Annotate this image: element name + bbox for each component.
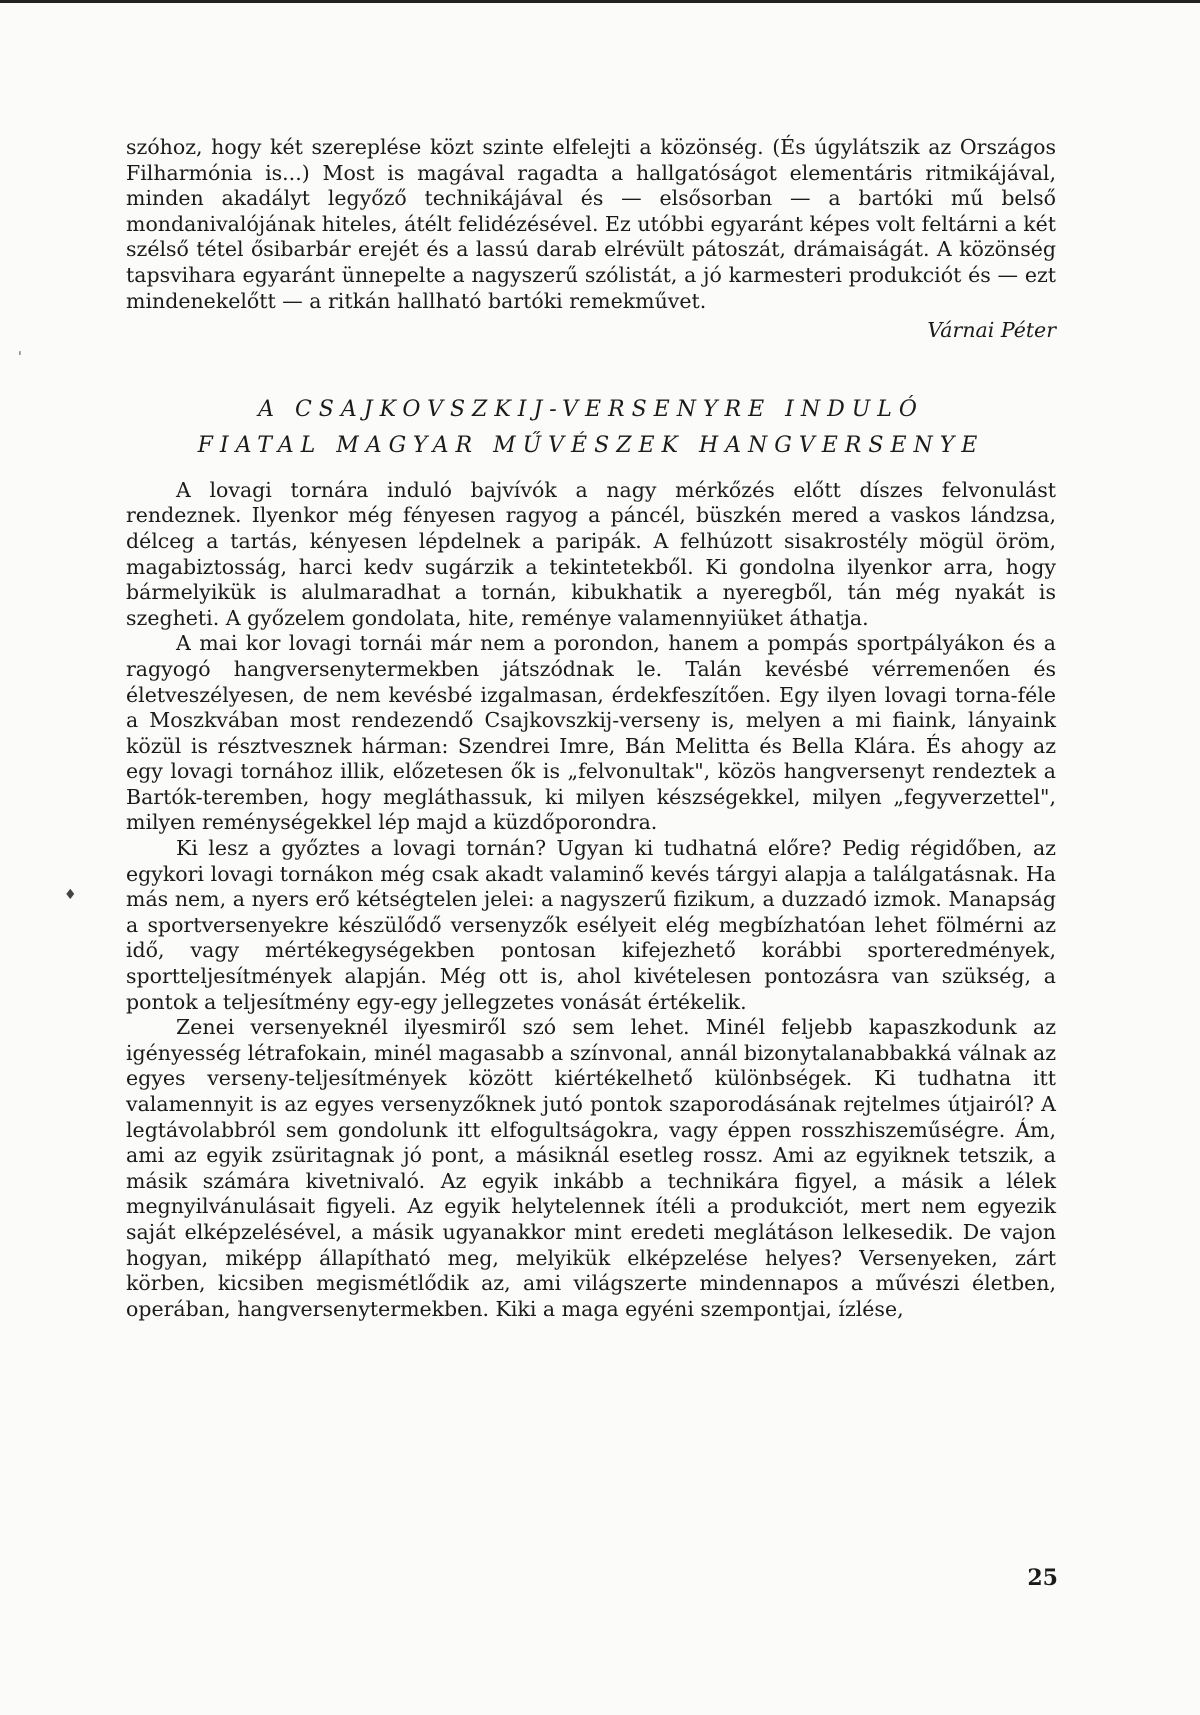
article-paragraph: A lovagi tornára induló bajvívók a nagy mérkőzés előtt díszes felvonulást rendeznek. Ilyenkor még fényesen ragyog a páncél, büszkén mered a vaskos lándzsa, délceg a tartás, kényesen lépdelnek a paripák. A felhúzott sisakrostély mögül öröm, magabiztosság, harci kedv sugárzik a tekintetekből. Ki gondolna ilyenkor arra, hogy bármelyikük is alulmaradhat a tornán, kibukhatik a nyeregből, tán még nyakát is szegheti. A győzelem gondolata, hite, reménye valamennyiüket áthatja. — [126, 477, 1056, 630]
page-content — [126, 135, 1056, 1322]
article-paragraph: Zenei versenyeknél ilyesmiről szó sem lehet. Minél feljebb kapaszkodunk az igényesség létrafokain, minél magasabb a színvonal, annál bizonytalanabbakká válnak az egyes verseny-teljesítmények között kiértékelhető különbségek. Ki tudhatna itt valamennyit is az egyes versenyzőknek jutó pontok szaporodásának rejtelmes útjairól? A legtávolabbról sem gondolunk itt elfogultságokra, vagy éppen rosszhiszeműségre. Ám, ami az egyik zsüritagnak jó pont, a másiknál esetleg rossz. Ami az egyiknek tetszik, a másik számára kivetnivaló. Az egyik inkább a technikára figyel, a másik a lélek megnyilvánulásait figyeli. Az egyik helytelennek ítéli a produkciót, mert nem egyezik saját elképzelésével, a másik ugyanakkor mint eredeti meglátáson lelkesedik. De vajon hogyan, miképp állapítható meg, melyikük elképzelése helyes? Versenyeken, zárt körben, kicsiben megismétlődik az, ami világszerte mindennapos a művészi életben, operában, hangversenytermekben. Kiki a maga egyéni szempontjai, ízlése, — [126, 1015, 1056, 1321]
article-title — [126, 392, 1056, 464]
article-paragraph: A mai kor lovagi tornái már nem a porondon, hanem a pompás sportpályákon és a ragyogó hangversenytermekben játszódnak le. Talán kevésbé vérremenően és életveszélyesen, de nem kevésbé izgalmasan, érdekfeszítően. Egy ilyen lovagi torna-féle a Moszkvában most rendezendő Csajkovszkij-verseny is, melyen a mi fiaink, lányaink közül is résztvesznek hárman: Szendrei Imre, Bán Melitta és Bella Klára. És ahogy az egy lovagi tornához illik, előzetesen ők is „felvonultak", közös hangversenyt rendeztek a Bartók-teremben, hogy megláthassuk, ki milyen készségekkel, milyen „fegyverzettel", milyen reménységekkel lép majd a küzdőporondra. — [126, 631, 1056, 835]
margin-mark: ♦ — [64, 887, 77, 903]
article-continuation-paragraph: szóhoz, hogy két szereplése közt szinte elfelejti a közönség. (És úgylátszik az Országos Filharmónia is...) Most is magával ragadta a hallgatóságot elementáris ritmikájával, minden akadályt legyőző technikájával és — elsősorban — a bartóki mű belső mondanivalójának hiteles, átélt felidézésével. Ez utóbbi egyaránt képes volt feltárni a két szélső tétel ősibarbár erejét és a lassú darab elrévült pátoszát, drámaiságát. A közönség tapsvihara egyaránt ünnepelte a nagyszerű szólistát, a jó karmesteri produkciót és — ezt mindenekelőtt — a ritkán hallható bartóki remekművet. — [126, 135, 1056, 313]
article-title-line-2: FIATAL MAGYAR MŰVÉSZEK HANGVERSENYE — [197, 432, 985, 458]
author-signature: Várnai Péter — [927, 318, 1056, 343]
article-paragraph: Ki lesz a győztes a lovagi tornán? Ugyan ki tudhatná előre? Pedig régidőben, az egykori lovagi tornákon még csak akadt valaminő kevés tárgyi alapja a találgatásnak. Ha más nem, a nyers erő kétségtelen jelei: a nagyszerű fizikum, a duzzadó izmok. Manapság a sportversenyekre készülődő versenyzők esélyeit elég megbízhatóan lehet fölmérni az idő, vagy mértékegységekben pontosan kifejezhető korábbi sporteredmények, sportteljesítmények alapján. Még ott is, ahol kivételesen pontozásra van szükség, a pontok a teljesítmény egy-egy jellegzetes vonását értékelik. — [126, 836, 1056, 1014]
margin-mark: ˌ — [18, 341, 22, 357]
page-number: 25 — [1027, 1565, 1058, 1591]
article-title-line-1: A CSAJKOVSZKIJ-VERSENYRE INDULÓ — [258, 396, 924, 422]
